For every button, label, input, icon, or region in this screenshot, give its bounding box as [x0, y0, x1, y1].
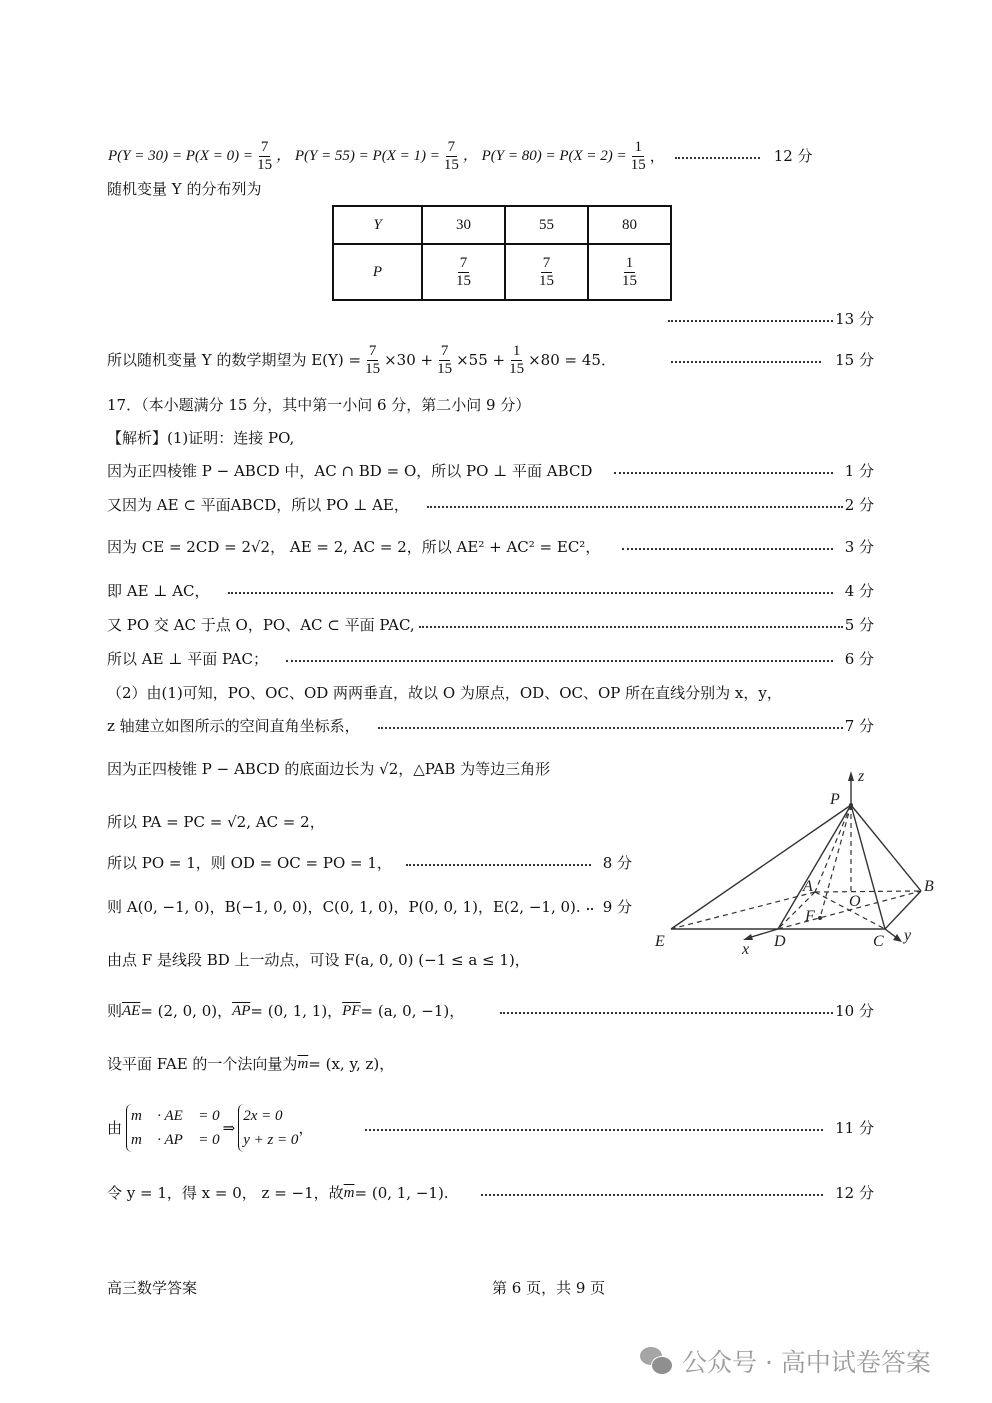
fraction: $\frac{7}{15}$ — [443, 138, 459, 173]
score: 13 分 — [835, 310, 874, 328]
score: 8 分 — [602, 854, 632, 872]
score: 6 分 — [844, 650, 874, 668]
score: 11 分 — [835, 1119, 874, 1137]
label-y: y — [904, 927, 912, 944]
table-cell: 55 — [505, 206, 588, 244]
label-c: C — [873, 933, 884, 950]
prob-text-2: ， P(Y = 55) = P(X = 1) = — [276, 148, 440, 164]
part-2-base: 因为正四棱锥 P − ABCD 的底面边长为 √2，△PAB 为等边三角形 — [107, 760, 551, 778]
watermark-text: 公众号 · 高中试卷答案 — [682, 1348, 931, 1377]
label-x: x — [742, 941, 750, 958]
score: 15 分 — [835, 351, 874, 369]
score: 1 分 — [844, 462, 874, 480]
table-cell: 80 — [588, 206, 671, 244]
table-cell: Y — [333, 206, 422, 244]
part-2-axes: z 轴建立如图所示的空间直角坐标系， 7 分 — [107, 717, 874, 735]
label-p: P — [830, 791, 840, 808]
score: 3 分 — [844, 538, 874, 556]
score: 10 分 — [835, 1002, 874, 1020]
watermark — [640, 1343, 931, 1379]
label-d: D — [774, 933, 786, 950]
equation-system: 由 m⃗ · AE⃗ = 0 m⃗ · AP⃗ = 0 ⇒ 2x = 0 y + z = 0 ， 11 分 — [107, 1103, 874, 1153]
fraction: $\frac{7}{15}$ — [257, 138, 273, 173]
score: 2 分 — [844, 496, 874, 514]
question-17-header: 17．（本小题满分 15 分，其中第一小问 6 分，第二小问 9 分） — [107, 396, 531, 414]
system-left: m⃗ · AE⃗ = 0 m⃗ · AP⃗ = 0 — [126, 1104, 220, 1152]
analysis-start: 【解析】(1)证明：连接 PO, — [107, 429, 295, 447]
normal-vector-result: 令 y = 1，得 x = 0， z = −1，故 $\overline{m}$ = (0, 1, −1). 12 分 — [107, 1184, 874, 1202]
prob-text-1: P(Y = 30) = P(X = 0) = — [108, 148, 254, 164]
table-cell: P — [333, 244, 422, 300]
proof-line-4: 即 AE ⊥ AC， 4 分 — [107, 582, 874, 600]
part-2-point-f: 由点 F 是线段 BD 上一动点，可设 F(a, 0, 0) (−1 ≤ a ≤ 1)， — [107, 951, 530, 969]
part-2-po: 所以 PO = 1，则 OD = OC = PO = 1， 8 分 — [107, 854, 632, 872]
part-2-intro: （2）由(1)可知，PO、OC、OD 两两垂直，故以 O 为原点，OD、OC、OP 所在直线分别为 x，y， — [107, 684, 782, 702]
probability-line: P(Y = 30) = P(X = 0) = $\frac{7}{15}$ ， P(Y = 55) = P(X = 1) = $\frac{7}{15}$ ， P(Y = 80) = P(X = 2) = $\frac{1}{15}$ ， 12 分 — [108, 138, 813, 173]
label-o: O — [849, 893, 861, 910]
normal-vector-def: 设平面 FAE 的一个法向量为 $\overline{m}$ = (x, y, z)， — [107, 1055, 395, 1073]
page-number: 第 6 页，共 9 页 — [492, 1279, 606, 1297]
score: 5 分 — [844, 616, 874, 634]
distribution-intro: 随机变量 Y 的分布列为 — [107, 180, 262, 198]
proof-line-2: 又因为 AE ⊂ 平面ABCD，所以 PO ⊥ AE， 2 分 — [107, 496, 874, 514]
label-f: F — [805, 908, 815, 925]
score: 12 分 — [773, 147, 813, 165]
expectation-line: 所以随机变量 Y 的数学期望为 E(Y) = $\frac{7}{15}$ ×30 + $\frac{7}{15}$ ×55 + $\frac{1}{15}$ ×80 = 45． 15 分 — [107, 342, 874, 377]
footer-left: 高三数学答案 — [107, 1279, 198, 1297]
proof-line-5: 又 PO 交 AC 于点 O，PO、AC ⊂ 平面 PAC, 5 分 — [107, 616, 874, 634]
label-a: A — [803, 878, 813, 895]
label-z: z — [858, 768, 865, 785]
part-2-vectors: 则 $\overline{AE}$ = (2, 0, 0)， $\overline{AP}$ = (0, 1, 1)， $\overline{PF}$ = (a, 0, −1)， 10 分 — [107, 1002, 874, 1020]
score: 9 分 — [602, 898, 632, 916]
part-2-lengths: 所以 PA = PC = √2, AC = 2， — [107, 813, 325, 831]
table-cell: 30 — [422, 206, 505, 244]
label-b: B — [924, 878, 934, 895]
wechat-icon — [640, 1347, 674, 1375]
system-right: 2x = 0 y + z = 0 — [238, 1104, 298, 1152]
table-cell: $\frac{1}{15}$ — [588, 244, 671, 300]
table-cell: $\frac{7}{15}$ — [505, 244, 588, 300]
label-e: E — [655, 933, 665, 950]
score: 4 分 — [844, 582, 874, 600]
score: 7 分 — [844, 717, 874, 735]
score: 12 分 — [835, 1184, 874, 1202]
fraction: $\frac{1}{15}$ — [630, 138, 646, 173]
table-cell: $\frac{7}{15}$ — [422, 244, 505, 300]
proof-line-6: 所以 AE ⊥ 平面 PAC； 6 分 — [107, 650, 874, 668]
proof-line-1: 因为正四棱锥 P − ABCD 中，AC ∩ BD = O，所以 PO ⊥ 平面 ABCD 1 分 — [107, 462, 874, 480]
proof-line-3: 因为 CE = 2CD = 2√2， AE = 2, AC = 2，所以 AE² + AC² = EC²， 3 分 — [107, 538, 874, 556]
prob-text-3: ， P(Y = 80) = P(X = 2) = — [462, 148, 627, 164]
part-2-coords: 则 A(0, −1, 0)，B(−1, 0, 0)，C(0, 1, 0)，P(0, 0, 1)，E(2, −1, 0). 9 分 — [107, 898, 632, 916]
